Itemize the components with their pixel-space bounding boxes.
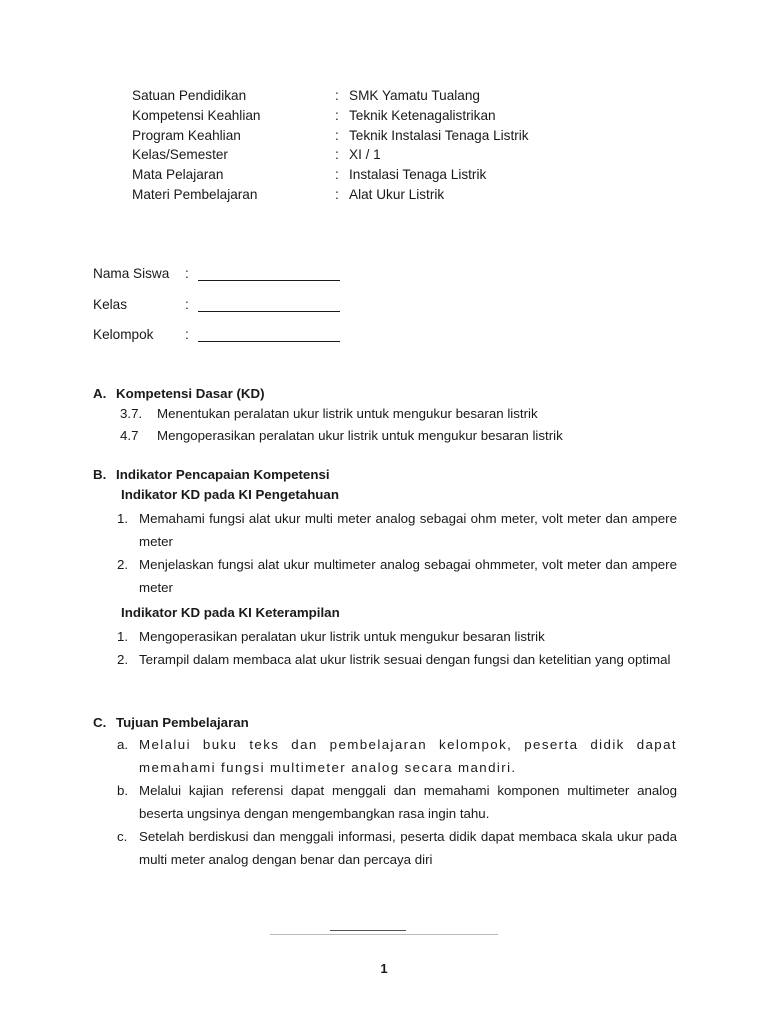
student-colon: :: [185, 327, 189, 342]
item-text: Melalui buku teks dan pembelajaran kelompok, peserta didik dapat memahami fungsi multimeter analog secara mandiri.: [139, 737, 677, 775]
item-number: 1.: [117, 511, 129, 526]
section-b: [93, 465, 677, 671]
info-colon: :: [335, 147, 339, 163]
item-text: Memahami fungsi alat ukur multi meter analog sebagai ohm meter, volt meter dan ampere meter: [139, 511, 677, 549]
section-heading: [93, 465, 677, 485]
list-item: [117, 553, 677, 599]
section-heading: [93, 384, 677, 404]
info-row: [132, 145, 529, 165]
item-text: Mengoperasikan peralatan ukur listrik untuk mengukur besaran listrik: [139, 629, 545, 644]
footer-divider: [270, 928, 498, 938]
info-row: [132, 165, 529, 185]
info-label: Materi Pembelajaran: [132, 186, 258, 202]
section-title: Kompetensi Dasar (KD): [116, 386, 265, 401]
page-number: 1: [380, 961, 388, 976]
info-colon: :: [335, 167, 339, 183]
footer-line-dark: [330, 930, 406, 931]
item-text: Melalui kajian referensi dapat menggali dan memahami komponen multimeter analog beserta ungsinya dengan mengembangkan rasa ingin tahu.: [139, 783, 677, 821]
list-item: [117, 507, 677, 553]
list-item: [117, 779, 677, 825]
name-blank-line[interactable]: [198, 264, 340, 281]
student-row-kelas: [93, 295, 340, 326]
subsection-title: Indikator KD pada KI Keterampilan: [121, 605, 340, 620]
info-row: [132, 126, 529, 146]
section-letter: C.: [93, 715, 107, 730]
info-row: [132, 106, 529, 126]
student-row-nama: [93, 264, 340, 295]
student-fields: [93, 264, 340, 356]
kd-number: 4.7: [120, 428, 139, 443]
info-value: Alat Ukur Listrik: [349, 186, 445, 202]
item-number: 1.: [117, 629, 129, 644]
info-value: XI / 1: [349, 147, 381, 163]
class-blank-line[interactable]: [198, 295, 340, 312]
section-heading: [93, 713, 677, 733]
item-text: Terampil dalam membaca alat ukur listrik sesuai dengan fungsi dan ketelitian yang optimal: [139, 652, 671, 667]
student-colon: :: [185, 266, 189, 281]
student-colon: :: [185, 296, 189, 312]
section-title: Tujuan Pembelajaran: [116, 715, 249, 730]
info-row: [132, 185, 529, 205]
list-item: [117, 825, 677, 871]
section-a: [93, 384, 677, 446]
item-text: Setelah berdiskusi dan menggali informasi, peserta didik dapat membaca skala ukur pada multi meter analog dengan benar dan percaya diri: [139, 829, 677, 867]
info-colon: :: [335, 186, 339, 202]
info-label: Satuan Pendidikan: [132, 88, 247, 103]
section-letter: A.: [93, 386, 107, 401]
info-table: [132, 86, 529, 205]
kd-item: [120, 426, 677, 446]
info-colon: :: [335, 107, 339, 123]
list-item: [117, 625, 677, 648]
item-number: b.: [117, 783, 129, 798]
student-row-kelompok: [93, 325, 340, 356]
item-text: Menjelaskan fungsi alat ukur multimeter analog sebagai ohmmeter, volt meter dan ampere meter: [139, 557, 677, 595]
info-label: Kelas/Semester: [132, 147, 228, 163]
section-title: Indikator Pencapaian Kompetensi: [116, 467, 330, 482]
kd-text: Menentukan peralatan ukur listrik untuk mengukur besaran listrik: [157, 406, 538, 421]
section-c: [93, 713, 677, 871]
info-label: Program Keahlian: [132, 127, 241, 143]
info-label: Mata Pelajaran: [132, 167, 224, 183]
info-value: SMK Yamatu Tualang: [349, 88, 480, 103]
info-value: Teknik Instalasi Tenaga Listrik: [349, 127, 529, 143]
footer-line-light: [270, 934, 498, 935]
info-colon: :: [335, 88, 339, 103]
info-value: Teknik Ketenagalistrikan: [349, 107, 496, 123]
kd-item: [120, 404, 677, 426]
info-row: [132, 86, 529, 106]
info-label: Kompetensi Keahlian: [132, 107, 261, 123]
group-blank-line[interactable]: [198, 325, 340, 342]
item-number: c.: [117, 829, 128, 844]
item-number: a.: [117, 737, 129, 752]
kd-text: Mengoperasikan peralatan ukur listrik untuk mengukur besaran listrik: [157, 428, 563, 443]
section-letter: B.: [93, 467, 107, 482]
kd-number: 3.7.: [120, 406, 143, 421]
student-label: Nama Siswa: [93, 266, 170, 281]
item-number: 2.: [117, 557, 129, 572]
student-label: Kelompok: [93, 327, 154, 342]
list-item: [117, 733, 677, 779]
student-label: Kelas: [93, 296, 128, 312]
info-colon: :: [335, 127, 339, 143]
info-value: Instalasi Tenaga Listrik: [349, 167, 487, 183]
list-item: [117, 648, 677, 671]
subsection-title: Indikator KD pada KI Pengetahuan: [121, 487, 339, 502]
item-number: 2.: [117, 652, 129, 667]
